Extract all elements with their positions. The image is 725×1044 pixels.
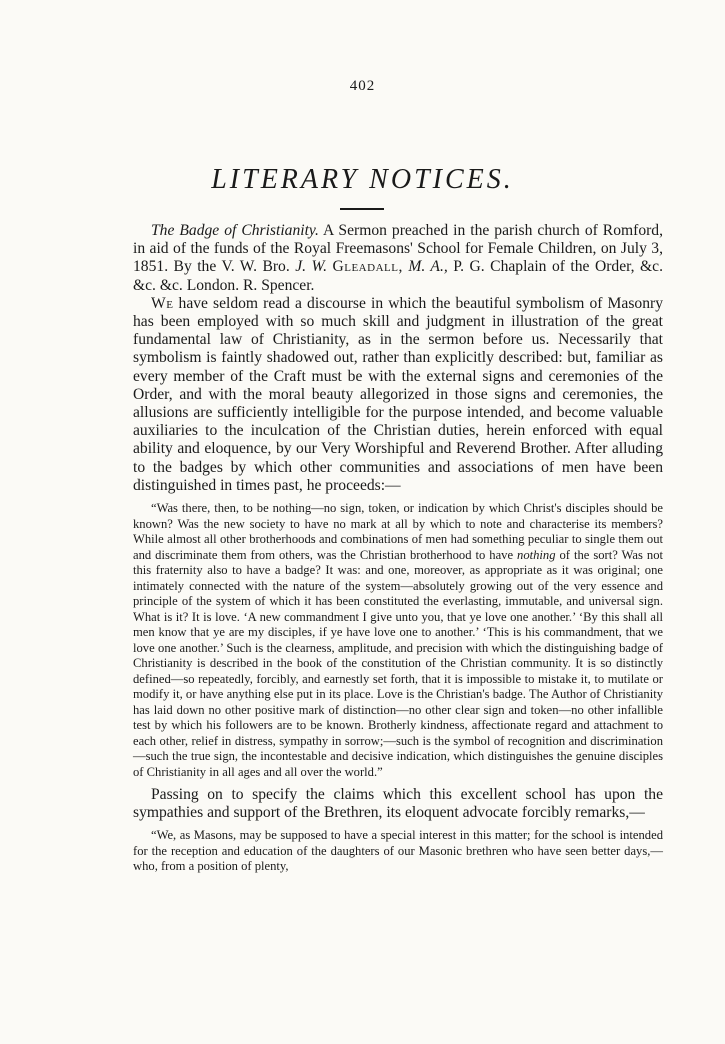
book-description: A Sermon preached in the parish church of Romford, in aid of the funds of the Royal Freemasons' School for Female Children, on July 3, 1851. By the V. W. Bro. — [133, 222, 663, 276]
author-rest: P. G. Chaplain of the Order, &c. &c. &c. London. R. Spencer. — [133, 258, 664, 294]
review-header — [133, 222, 663, 295]
paragraph-1 — [133, 295, 663, 495]
author-surname: Gleadall, — [332, 258, 403, 276]
quote-1-part-b: of the sort? Was not this fraternity also to have a badge? It was: and one, moreover, as appropriate as it was original; one intimately connected with the nature of the system—absolutely growing out of the very essence and principle of the system of which it has been constituted the everlasting, immutable, and universal sign. What is it? It is love. ‘A new commandment I give unto you, that ye love one another.’ ‘By this shall all men know that ye are my disciples, if ye have love one to another.’ ‘This is his commandment, that we love one another.’ Such is the clearness, amplitude, and precision with which the distinguishing badge of Christianity is described in the book of the constitution of the Christian community. It is so distinctly defined—so repeatedly, forcibly, and earnestly set forth, that it is impossible to mistake it, to mutilate or modify it, or have anything else put in its place. Love is the Christian's badge. The Author of Christianity has laid down no other positive mark of distinction—no other clear sign and token—no other infallible test by which his followers are to be known. Brotherly kindness, affectionate regard and attachment to each other, relief in distress, sympathy in sorrow;—such is the symbol of recognition and discrimination—such the true sign, the incontestable and decisive indication, which distinguishes the genuine disciples of Christianity in all ages and all over the world.” — [133, 547, 663, 779]
title-rule — [340, 208, 384, 210]
paragraph-1-first-word: We — [151, 294, 174, 312]
quote-2: “We, as Masons, may be supposed to have a special interest in this matter; for the school is intended for the reception and education of the daughters of our Masonic brethren who have seen better days,—who, from a position of plenty, — [133, 828, 663, 874]
quote-1 — [133, 501, 663, 780]
author-initial: J. W. — [295, 258, 327, 276]
author-degree: M. A., — [408, 258, 448, 276]
page-title: LITERARY NOTICES. — [211, 164, 514, 195]
article-body — [133, 222, 663, 881]
paragraph-2: Passing on to specify the claims which this excellent school has upon the sympathies and support of the Brethren, its eloquent advocate forcibly remarks,— — [133, 786, 663, 822]
quote-1-part-a: “Was there, then, to be nothing—no sign, token, or indication by which Christ's disciples should be known? Was the new society to have no mark at all by which to note and characterise its members? While almost all other brotherhoods and combinations of men had something peculiar to single them out and discriminate them from others, was the Christian brotherhood to have — [133, 501, 663, 562]
quote-1-emphasis: nothing — [517, 547, 556, 562]
book-title: The Badge of Christianity. — [151, 222, 319, 239]
page-number: 402 — [349, 78, 376, 94]
paragraph-1-text: have seldom read a discourse in which the beautiful symbolism of Masonry has been employed with so much skill and judgment in illustration of the great fundamental law of Christianity, as in the sermon before us. Necessarily that symbolism is faintly shadowed out, rather than explicitly described: but, familiar as every member of the Craft must be with the external signs and ceremonies of the Order, and with the moral beauty allegorized in those signs and ceremonies, the allusions are sufficiently intelligible for the purpose intended, and become valuable auxiliaries to the inculcation of the Christian duties, herein enforced with equal ability and eloquence, by our Very Worshipful and Reverend Brother. After alluding to the badges by which other communities and associations of men have been distinguished in times past, he proceeds:— — [133, 294, 663, 494]
